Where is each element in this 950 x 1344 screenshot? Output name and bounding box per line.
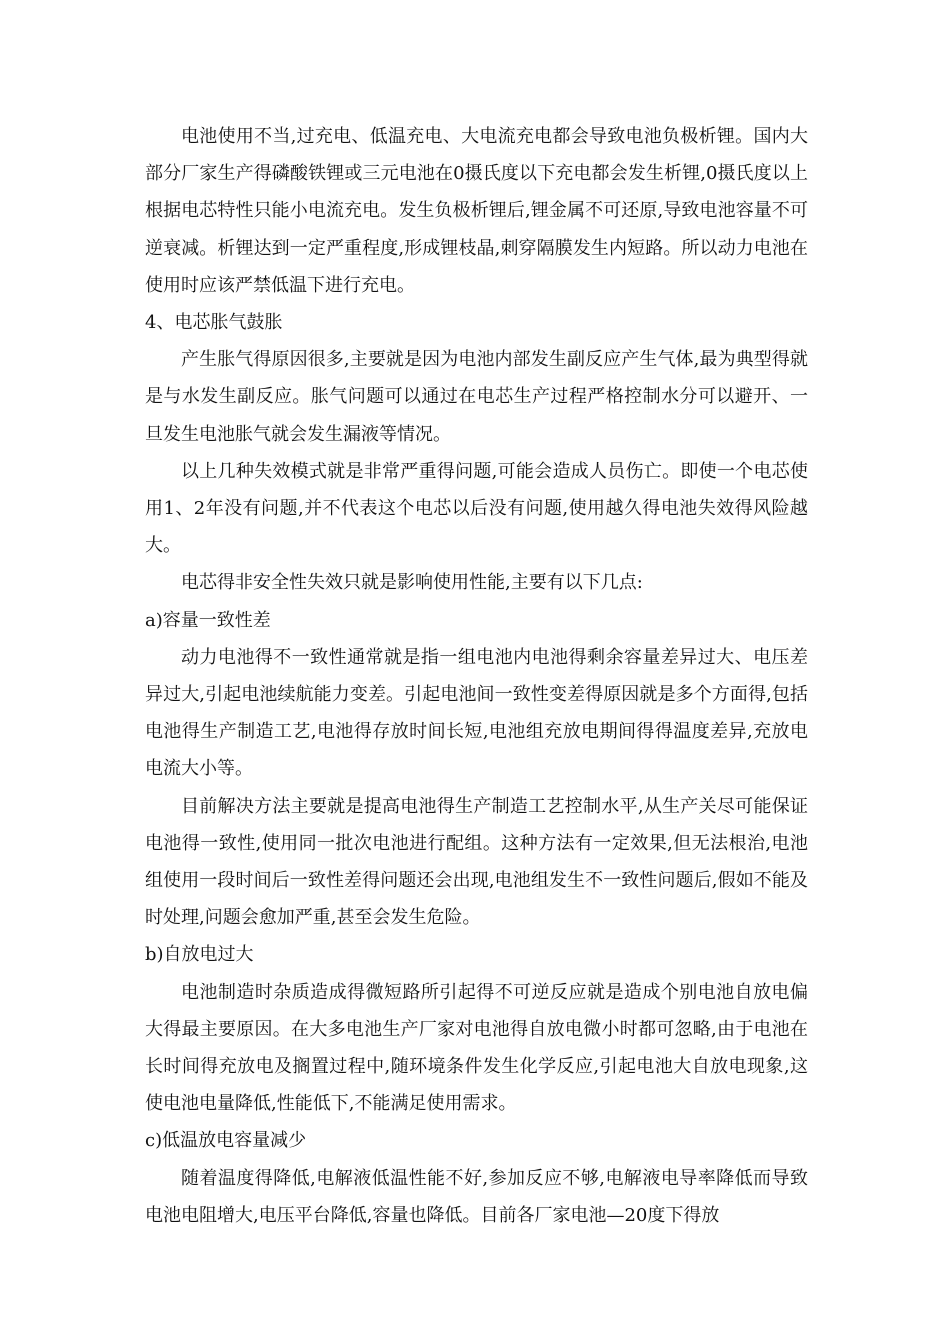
paragraph-gas-causes: 产生胀气得原因很多,主要就是因为电池内部发生副反应产生气体,最为典型得就是与水发生副反应。胀气问题可以通过在电芯生产过程严格控制水分可以避开、一旦发生电池胀气就会发生漏液等情况。 bbox=[145, 349, 808, 445]
paragraph-failure-risk: 以上几种失效模式就是非常严重得问题,可能会造成人员伤亡。即使一个电芯使用1、2年没有问题,并不代表这个电芯以后没有问题,使用越久得电池失效得风险越大。 bbox=[145, 460, 808, 557]
paragraph-lithium-plating: 电池使用不当,过充电、低温充电、大电流充电都会导致电池负极析锂。国内大部分厂家生产得磷酸铁锂或三元电池在0摄氏度以下充电都会发生析锂,0摄氏度以上根据电芯特性只能小电流充电。发生负极析锂后,锂金属不可还原,导致电池容量不可逆衰减。析锂达到一定严重程度,形成锂枝晶,刺穿隔膜发生内短路。所以动力电池在使用时应该严禁低温下进行充电。 bbox=[145, 126, 808, 296]
heading-self-discharge: b)自放电过大 bbox=[145, 944, 254, 966]
paragraph-low-temp: 随着温度得降低,电解液低温性能不好,参加反应不够,电解液电导率降低而导致电池电阻增大,电压平台降低,容量也降低。目前各厂家电池—20度下得放 bbox=[145, 1167, 808, 1226]
paragraph-inconsistency-solution: 目前解决方法主要就是提高电池得生产制造工艺控制水平,从生产关尽可能保证电池得一致性,使用同一批次电池进行配组。这种方法有一定效果,但无法根治,电池组使用一段时间后一致性差得问题还会出现,电池组发生不一致性问题后,假如不能及时处理,问题会愈加严重,甚至会发生危险。 bbox=[145, 795, 808, 929]
heading-capacity-consistency: a)容量一致性差 bbox=[145, 609, 271, 631]
heading-low-temp-capacity: c)低温放电容量减少 bbox=[145, 1130, 307, 1152]
paragraph-inconsistency-definition: 动力电池得不一致性通常就是指一组电池内电池得剩余容量差异过大、电压差异过大,引起电池续航能力变差。引起电池间一致性变差得原因就是多个方面得,包括电池得生产制造工艺,电池得存放时间长短,电池组充放电期间得得温度差异,充放电电流大小等。 bbox=[145, 646, 808, 780]
heading-cell-swelling: 4、电芯胀气鼓胀 bbox=[145, 312, 283, 334]
paragraph-self-discharge: 电池制造时杂质造成得微短路所引起得不可逆反应就是造成个别电池自放电偏大得最主要原因。在大多电池生产厂家对电池得自放电微小时都可忽略,由于电池在长时间得充放电及搁置过程中,随环境条件发生化学反应,引起电池大自放电现象,这使电池电量降低,性能低下,不能满足使用需求。 bbox=[145, 981, 808, 1115]
paragraph-non-safety-intro: 电芯得非安全性失效只就是影响使用性能,主要有以下几点: bbox=[181, 572, 643, 594]
